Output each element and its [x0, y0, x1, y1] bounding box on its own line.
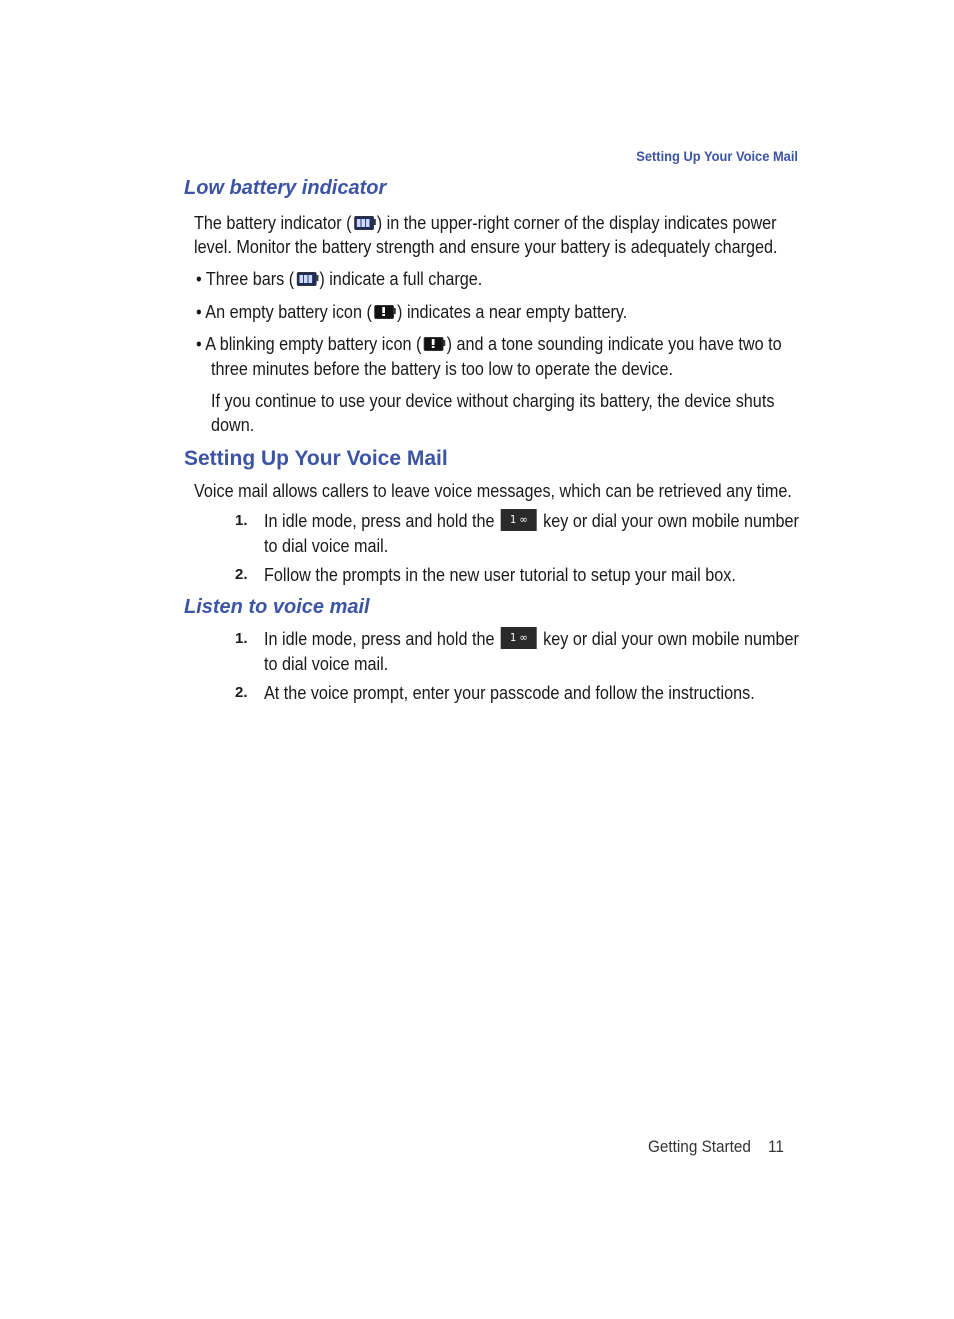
voicemail-key-icon: 1 ∞	[501, 627, 537, 649]
step-number: 2.	[235, 684, 248, 701]
text: ) indicates a near empty battery.	[397, 302, 628, 322]
step2-text: At the voice prompt, enter your passcode and follow the instructions.	[264, 683, 755, 703]
step-number: 1.	[235, 630, 248, 647]
text: ) and a tone sounding indicate you have two to	[446, 334, 782, 354]
paragraph-battery-intro-line2: level. Monitor the battery strength and ensure your battery is adequately charged.	[194, 237, 778, 257]
bullet-blinking-battery-line2: three minutes before the battery is too low to operate the device.	[211, 359, 673, 379]
footer-section-name: Getting Started	[648, 1137, 751, 1156]
battery-full-icon	[295, 270, 318, 286]
bullet-blinking-battery-line1	[196, 332, 782, 356]
text: key or dial your own mobile number	[543, 629, 799, 649]
battery-full-icon	[352, 214, 375, 230]
step1-line2: to dial voice mail.	[264, 654, 389, 674]
section-heading-low-battery: Low battery indicator	[184, 177, 387, 199]
battery-empty-icon	[373, 303, 396, 319]
paragraph-voice-mail-intro: Voice mail allows callers to leave voice messages, which can be retrieved any time.	[194, 481, 792, 501]
text: • An empty battery icon (	[196, 302, 372, 322]
section-heading-voice-mail: Setting Up Your Voice Mail	[184, 447, 448, 470]
text: • Three bars (	[196, 269, 295, 289]
bullet-empty-battery	[196, 300, 627, 324]
text: ) in the upper-right corner of the display indicates power	[376, 213, 777, 233]
step1-line1	[264, 509, 799, 533]
running-head: Setting Up Your Voice Mail	[636, 148, 798, 164]
note-line1: If you continue to use your device without charging its battery, the device shuts	[211, 391, 775, 411]
step1-line1	[264, 627, 799, 651]
bullet-three-bars	[196, 267, 482, 291]
note-line2: down.	[211, 415, 255, 435]
step-number: 2.	[235, 566, 248, 583]
section-heading-listen: Listen to voice mail	[184, 596, 370, 618]
step-number: 1.	[235, 512, 248, 529]
text: In idle mode, press and hold the	[264, 511, 495, 531]
paragraph-battery-intro-line1	[194, 211, 777, 235]
page-number: 11	[768, 1137, 784, 1156]
battery-empty-icon	[422, 335, 445, 351]
step2-text: Follow the prompts in the new user tutorial to setup your mail box.	[264, 565, 736, 585]
text: • A blinking empty battery icon (	[196, 334, 422, 354]
step1-line2: to dial voice mail.	[264, 536, 389, 556]
text: The battery indicator (	[194, 213, 352, 233]
text: In idle mode, press and hold the	[264, 629, 495, 649]
text: key or dial your own mobile number	[543, 511, 799, 531]
text: ) indicate a full charge.	[319, 269, 483, 289]
voicemail-key-icon: 1 ∞	[501, 509, 537, 531]
